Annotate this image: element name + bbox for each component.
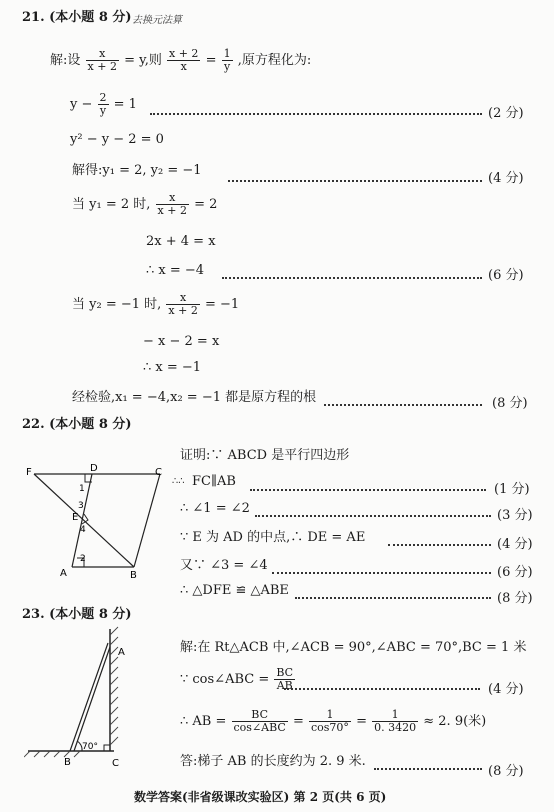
q21-score-3: (6 分) — [488, 268, 524, 283]
leader-dots — [228, 180, 482, 182]
leader-dots — [255, 515, 491, 517]
q21-verification: 经检验,x₁ = −4,x₂ = −1 都是原方程的根 — [72, 390, 317, 405]
q21-case1-result: ∴ x = −4 — [146, 263, 205, 278]
q21-score-1: (2 分) — [488, 106, 524, 121]
q21-handwritten-note: 去换元法算 — [132, 15, 182, 26]
q23-score-1: (4 分) — [488, 682, 524, 697]
wall-hatching — [110, 627, 118, 745]
q21-eq1: y − $\frac{2}{y}$ = 1 — [70, 91, 137, 117]
q21-eq2: y² − y − 2 = 0 — [70, 132, 164, 147]
q21-case2: 当 y₂ = −1 时, $\frac{x}{x + 2}$ = −1 — [72, 291, 240, 317]
q23-line-3: ∴ AB = $\frac{BC}{\text{cos∠ABC}}$ = $\frac{1}{\cos 70^\circ}$ = $\frac{1}{0. 3420}$ ≈ 2. 9(米) — [180, 708, 487, 734]
label-a: A — [118, 647, 125, 658]
q21-score-4: (8 分) — [492, 396, 528, 411]
leader-dots — [284, 688, 480, 690]
label-f: F — [26, 467, 32, 478]
label-1: 1 — [79, 484, 85, 494]
q22-step-5: ∴ △DFE ≌ △ABE — [180, 583, 289, 598]
label-c: C — [112, 758, 119, 769]
q21-case2-step: − x − 2 = x — [143, 334, 220, 349]
ladder-rail-1 — [70, 643, 108, 751]
leader-dots — [295, 597, 491, 599]
label-c: C — [155, 467, 162, 478]
line-bc — [134, 474, 160, 567]
q22-parallelogram-figure — [22, 462, 172, 582]
q22-step-2: ∴ ∠1 = ∠2 — [180, 501, 250, 516]
label-angle: 70° — [82, 742, 98, 752]
q22-proof-start: 证明:∵ ABCD 是平行四边形 — [180, 448, 350, 463]
q21-intro: 解:设 $\frac{x}{x + 2}$ = y,则 $\frac{x + 2}{x}$ = $\frac{1}{y}$ ,原方程化为: — [50, 47, 312, 73]
page-footer: 数学答案(非省级课改实验区) 第 2 页(共 6 页) — [134, 790, 387, 804]
q23-answer: 答:梯子 AB 的长度约为 2. 9 米. — [180, 754, 366, 769]
q22-step-4: 又∵ ∠3 = ∠4 — [180, 558, 268, 573]
label-3: 3 — [78, 501, 84, 511]
q22-handwritten-mark: ∴∴ — [172, 476, 185, 487]
q21-solution: 解得:y₁ = 2, y₂ = −1 — [72, 163, 202, 178]
label-b: B — [64, 757, 71, 768]
q23-ladder-figure — [24, 625, 134, 775]
label-2: 2 — [80, 554, 86, 564]
leader-dots — [374, 768, 482, 770]
q21-case1-step: 2x + 4 = x — [146, 234, 216, 249]
label-4: 4 — [80, 525, 86, 535]
leader-dots — [222, 277, 482, 279]
leader-dots — [272, 572, 491, 574]
q21-case1: 当 y₁ = 2 时, $\frac{x}{x + 2}$ = 2 — [72, 191, 218, 217]
label-d: D — [90, 463, 98, 474]
q22-score-3: (4 分) — [497, 537, 533, 552]
q22-score-4: (6 分) — [497, 565, 533, 580]
right-angle-c — [104, 745, 110, 751]
q23-header: 23. (本小题 8 分) — [22, 607, 132, 622]
ladder-rail-2 — [74, 647, 110, 751]
leader-dots — [250, 489, 486, 491]
leader-dots — [388, 544, 491, 546]
label-b: B — [130, 570, 137, 581]
q22-score-2: (3 分) — [497, 508, 533, 523]
q23-score-2: (8 分) — [488, 764, 524, 779]
q23-line-1: 解:在 Rt△ACB 中,∠ACB = 90°,∠ABC = 70°,BC = 1 米 — [180, 640, 527, 655]
q22-score-1: (1 分) — [494, 482, 530, 497]
q23-line-2: ∵ cos∠ABC = $\frac{BC}{AB}$ — [180, 666, 294, 692]
q22-score-5: (8 分) — [497, 591, 533, 606]
q21-case2-result: ∴ x = −1 — [143, 360, 202, 375]
q21-header: 21. (本小题 8 分) — [22, 10, 132, 25]
leader-dots — [150, 113, 482, 115]
leader-dots — [324, 404, 482, 406]
q22-step-3: ∵ E 为 AD 的中点,∴ DE = AE — [180, 530, 366, 545]
q21-score-2: (4 分) — [488, 171, 524, 186]
label-a: A — [60, 568, 67, 579]
ground-hatching — [24, 751, 80, 757]
label-e: E — [72, 512, 79, 523]
q22-step-1: FC∥AB — [192, 474, 236, 489]
q22-header: 22. (本小题 8 分) — [22, 417, 132, 432]
